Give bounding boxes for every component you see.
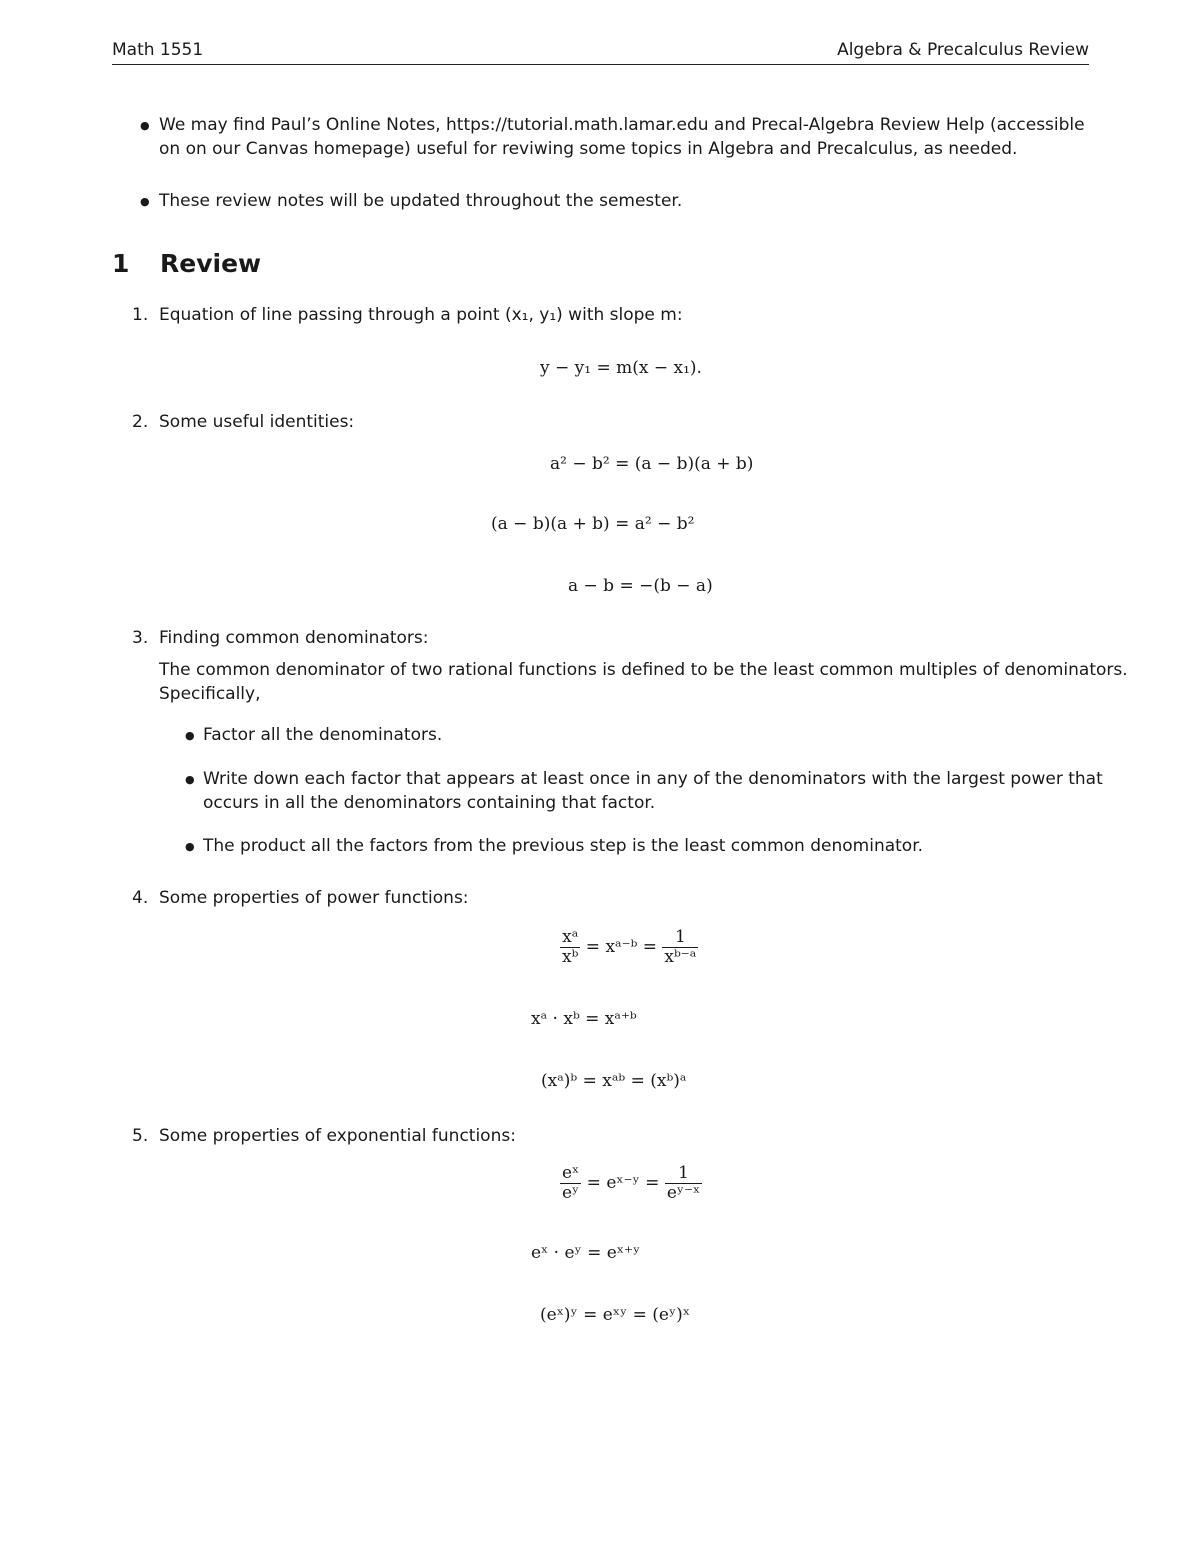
item-number: 3.	[132, 628, 149, 648]
header-course: Math 1551	[112, 40, 204, 60]
exp-of-exp-equation: (eˣ)ʸ = eˣʸ = (eʸ)ˣ	[540, 1305, 691, 1325]
item-5-text: Some properties of exponential functions:	[159, 1126, 516, 1146]
item-4-text: Some properties of power functions:	[159, 888, 469, 908]
power-product-equation: xᵃ · xᵇ = xᵃ⁺ᵇ	[531, 1009, 637, 1029]
fraction	[665, 1164, 702, 1203]
item-3-paragraph-line2: Specifically,	[159, 684, 261, 704]
bullet-icon: ●	[140, 195, 150, 208]
fraction-denominator: xᵇ	[562, 947, 579, 967]
power-quotient-equation	[560, 928, 698, 967]
fraction-numerator: eˣ	[562, 1163, 580, 1183]
bullet-icon: ●	[140, 119, 150, 132]
item-number: 1.	[132, 305, 149, 325]
fraction	[560, 928, 580, 967]
item-number: 5.	[132, 1126, 149, 1146]
item-number: 4.	[132, 888, 149, 908]
identity-equation: a² − b² = (a − b)(a + b)	[550, 454, 754, 474]
intro-bullet-1-line2: on on our Canvas homepage) useful for reviwing some topics in Algebra and Precalculus, as needed.	[159, 139, 1018, 159]
bullet-icon: ●	[185, 840, 195, 853]
page-header	[112, 38, 1089, 65]
fraction	[662, 928, 698, 967]
intro-bullet-2: These review notes will be updated throughout the semester.	[159, 191, 683, 211]
fraction-denominator: eʸ⁻ˣ	[666, 1183, 701, 1203]
section-number: 1	[112, 249, 130, 278]
fraction-denominator: xᵇ⁻ᵃ	[664, 947, 697, 967]
exp-quotient-equation	[560, 1164, 702, 1203]
item-number: 2.	[132, 412, 149, 432]
sub-bullet-2-line1: Write down each factor that appears at least once in any of the denominators with the largest power that	[203, 769, 1103, 789]
identity-equation: (a − b)(a + b) = a² − b²	[491, 514, 695, 534]
item-2-text: Some useful identities:	[159, 412, 355, 432]
fraction-numerator: xᵃ	[560, 928, 580, 948]
sub-bullet-1: Factor all the denominators.	[203, 725, 443, 745]
sub-bullet-3: The product all the factors from the previous step is the least common denominator.	[203, 836, 924, 856]
exp-product-equation: eˣ · eʸ = eˣ⁺ʸ	[531, 1243, 641, 1263]
bullet-icon: ●	[185, 773, 195, 786]
fraction-numerator: 1	[665, 1164, 702, 1184]
item-1-text: Equation of line passing through a point (x₁, y₁) with slope m:	[159, 305, 683, 325]
sub-bullet-2-line2: occurs in all the denominators containing that factor.	[203, 793, 656, 813]
power-of-power-equation: (xᵃ)ᵇ = xᵃᵇ = (xᵇ)ᵃ	[541, 1071, 687, 1091]
section-title: Review	[160, 249, 262, 278]
equation-middle: = eˣ⁻ʸ =	[586, 1173, 660, 1193]
line-equation: y − y₁ = m(x − x₁).	[540, 358, 702, 378]
item-3-text: Finding common denominators:	[159, 628, 429, 648]
fraction-numerator: 1	[662, 928, 698, 948]
section-heading	[112, 249, 261, 278]
fraction-denominator: eʸ	[562, 1183, 580, 1203]
identity-equation: a − b = −(b − a)	[568, 576, 713, 596]
equation-middle: = xᵃ⁻ᵇ =	[585, 937, 658, 957]
intro-bullet-1-line1: We may find Paul’s Online Notes, https://tutorial.math.lamar.edu and Precal-Algebra Review Help (accessible	[159, 115, 1085, 135]
header-title: Algebra & Precalculus Review	[837, 40, 1089, 60]
item-3-paragraph-line1: The common denominator of two rational functions is defined to be the least common multiples of denominators.	[159, 660, 1128, 680]
fraction	[560, 1164, 581, 1203]
bullet-icon: ●	[185, 729, 195, 742]
